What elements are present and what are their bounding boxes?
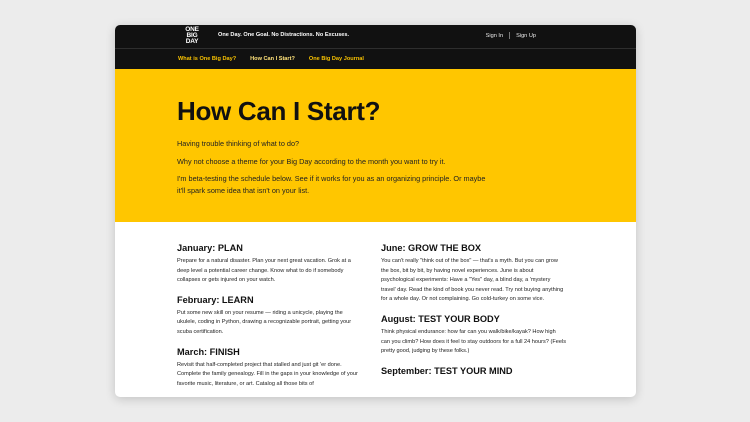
month-heading: February: LEARN (177, 294, 254, 305)
months-column-left (177, 243, 362, 397)
month-heading: March: FINISH (177, 346, 240, 357)
site-tagline: One Day. One Goal. No Distractions. No Excuses. (218, 32, 350, 38)
page-title: How Can I Start? (177, 96, 381, 126)
month-heading: August: TEST YOUR BODY (381, 313, 500, 324)
month-block (381, 314, 566, 357)
logo-line-1: ONE (185, 26, 199, 33)
one-big-day-logo[interactable] (181, 26, 203, 46)
month-block (381, 366, 566, 376)
main-nav (115, 48, 636, 69)
month-heading: January: PLAN (177, 243, 243, 253)
months-section (115, 222, 636, 387)
month-heading: September: TEST YOUR MIND (381, 365, 513, 376)
sign-up-link[interactable]: Sign Up (516, 32, 536, 39)
top-bar (115, 25, 636, 48)
months-column-right (381, 243, 566, 380)
month-description: Revisit that half-completed project that stalled and just git 'er done. Complete the family genealogy. Fill in the gaps in your knowledge of your favorite music, literature, or art. Catalog all those bits of (177, 361, 358, 387)
logo-line-2: BIG (186, 32, 198, 39)
hero-paragraph: I'm beta-testing the schedule below. See if it works for you as an organizing principle. Or maybe it'll spark some idea that isn't on your list. (177, 174, 486, 195)
hero-paragraph: Why not choose a theme for your Big Day according to the month you want to try it. (177, 156, 446, 166)
month-block (177, 295, 362, 338)
month-block (381, 243, 566, 305)
month-description: Put some new skill on your resume — riding a unicycle, playing the ukulele, coding in Python, drawing a recognizable portrait, getting your scuba certification. (177, 309, 352, 335)
auth-links (486, 32, 536, 39)
month-block (177, 243, 362, 286)
nav-how-can-i-start[interactable]: How Can I Start? (250, 56, 295, 62)
hero-paragraph: Having trouble thinking of what to do? (177, 139, 300, 148)
logo-line-3: DAY (185, 38, 199, 45)
nav-one-big-day-journal[interactable]: One Big Day Journal (308, 56, 364, 62)
nav-what-is-one-big-day[interactable]: What is One Big Day? (178, 56, 237, 62)
month-description: Think physical endurance: how far can you walk/bike/kayak? How high can you climb? How does it feel to stay outdoors for a full 24 hours? (Feels pretty good, judging by these folks.) (381, 328, 566, 355)
month-heading: June: GROW THE BOX (381, 243, 482, 253)
auth-divider (509, 32, 510, 39)
month-block (177, 347, 362, 390)
sign-in-link[interactable]: Sign In (485, 32, 504, 39)
hero-section (115, 69, 636, 222)
month-description: You can't really "think out of the box" — that's a myth. But you can grow the box, bit by bit, by having novel experiences. June is about psychological experiments: Have a "Yes" day, a blind day, a 'mystery travel' day. Read the kind of book you never read. Try not buying anything for a whole day. Or not complaining. Go cold-turkey on some vice. (381, 258, 564, 303)
month-description: Prepare for a natural disaster. Plan your next great vacation. Grok at a deep level a potential career change. Know what to do if somebody collapses or gets injured on your watch. (177, 258, 351, 284)
browser-window (115, 25, 636, 397)
